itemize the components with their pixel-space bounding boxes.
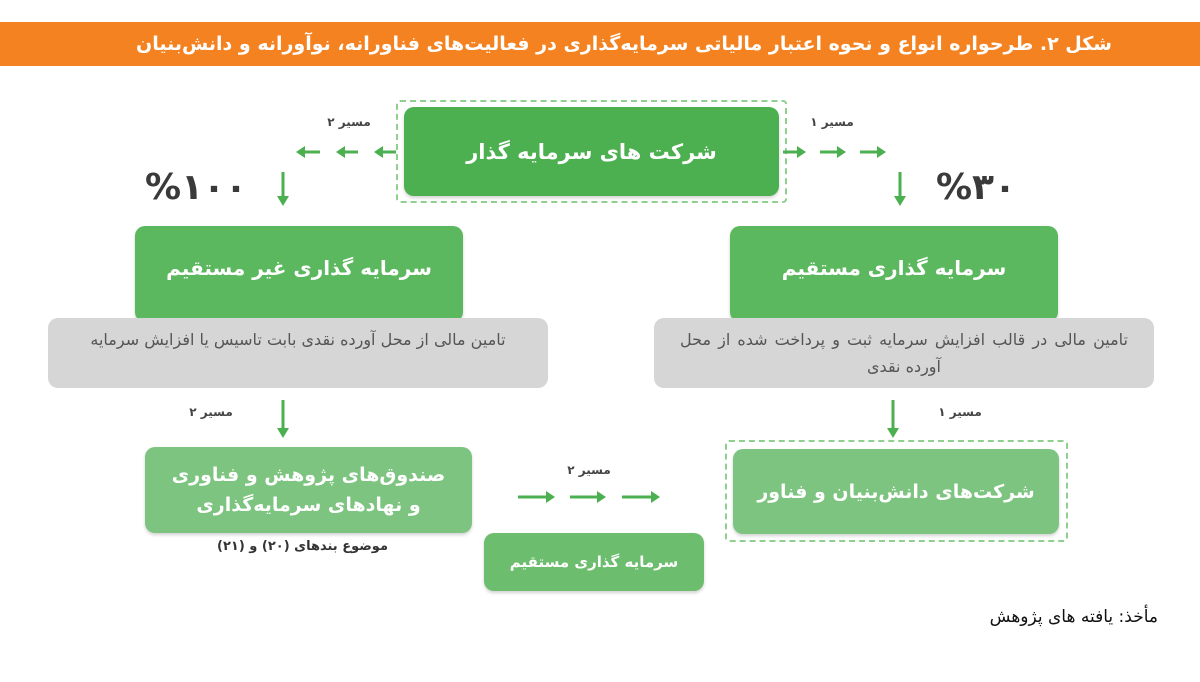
arrow-down-icon: [277, 172, 289, 206]
arrow-right-icon: [570, 491, 606, 503]
arrow-right-icon: [860, 146, 886, 158]
source-note: مأخذ: یافته های پژوهش: [989, 607, 1158, 627]
indirect-investment-node: [135, 226, 463, 322]
arrow-right-icon: [518, 491, 555, 503]
route-label-lower-left: مسیر ۲: [189, 405, 233, 419]
arrow-right-icon: [820, 146, 846, 158]
funds-label: صندوق‌های پژوهش و فناوری و نهادهای سرمایه‌گذاری: [171, 464, 446, 516]
arrow-left-icon: [374, 146, 396, 158]
figure-title: شکل ۲. طرحواره انواع و نحوه اعتبار مالیاتی سرمایه‌گذاری در فعالیت‌های فناورانه، نوآورانه و دانش‌بنیان: [0, 22, 1200, 66]
funds-note: موضوع بندهای (۲۰) و (۲۱): [216, 539, 388, 554]
funds-direct-investment-node: [484, 533, 704, 591]
funds-direct-investment-label: سرمایه گذاری مستقیم: [509, 553, 679, 571]
route-label-middle: مسیر ۲: [567, 463, 611, 477]
knowledge-companies-node: [733, 449, 1059, 534]
arrow-down-icon: [887, 400, 899, 438]
direct-description: تامین مالی در قالب افزایش سرمایه ثبت و پرداخت شده از محل آورده نقدی: [654, 318, 1154, 388]
route-label-top-right: مسیر ۱: [810, 115, 854, 129]
investors-label: شرکت های سرمایه گذار: [466, 139, 717, 164]
percent-indirect: %۱۰۰: [145, 167, 247, 208]
route-label-top-left: مسیر ۲: [327, 115, 371, 129]
direct-investment-node: [730, 226, 1058, 322]
knowledge-companies-label: شرکت‌های دانش‌بنیان و فناور: [757, 480, 1035, 503]
indirect-investment-label: سرمایه گذاری غیر مستقیم: [166, 256, 432, 280]
direct-investment-label: سرمایه گذاری مستقیم: [781, 256, 1007, 280]
arrow-left-icon: [336, 146, 358, 158]
arrow-left-icon: [296, 146, 320, 158]
indirect-description: تامین مالی از محل آورده نقدی بابت تاسیس یا افزایش سرمایه: [48, 318, 548, 388]
arrow-down-icon: [277, 400, 289, 438]
investors-node: [404, 107, 779, 196]
funds-node: [145, 447, 472, 533]
arrow-down-icon: [894, 172, 906, 206]
percent-direct: %۳۰: [935, 167, 1016, 208]
arrow-right-icon: [622, 491, 660, 503]
route-label-lower-right: مسیر ۱: [938, 405, 982, 419]
